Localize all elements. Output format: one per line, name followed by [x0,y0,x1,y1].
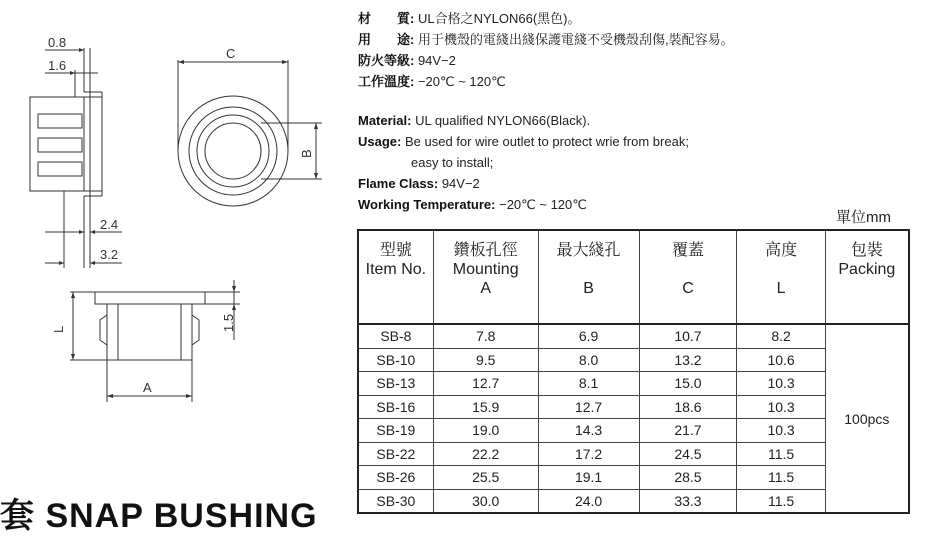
spec-en-usage-2: easy to install; [411,155,494,170]
specifications [358,8,734,215]
header-packing: 包裝 Packing [825,230,909,324]
table-row: SB-13 12.7 8.1 15.0 10.3 [358,372,909,396]
header-mounting: 鑽板孔徑 Mounting A [433,230,538,324]
table-row: SB-16 15.9 12.7 18.6 10.3 [358,395,909,419]
spec-en-flame: Flame Class: 94V−2 [358,176,480,191]
table-row: SB-10 9.5 8.0 13.2 10.6 [358,348,909,372]
unit-label: 單位mm [836,209,891,226]
spec-en-usage: Usage: Be used for wire outlet to protect wrie from break; [358,134,689,149]
packing-cell: 100pcs [825,324,909,513]
spec-en-temp: Working Temperature: −20℃ ~ 120℃ [358,197,587,212]
table-row: SB-26 25.5 19.1 28.5 11.5 [358,466,909,490]
dim-c: C [226,46,236,61]
spec-cn-material: 材 質: UL合格之NYLON66(黑色)。 [358,11,581,26]
page-title: 套 SNAP BUSHING [0,497,318,535]
table-row: SB-19 19.0 14.3 21.7 10.3 [358,419,909,443]
header-item-no: 型號 Item No. [358,230,433,324]
dim-0-8: 0.8 [48,35,67,50]
dim-b: B [299,149,314,158]
header-height: 高度 L [737,230,825,324]
spec-en-material: Material: UL qualified NYLON66(Black). [358,113,591,128]
dim-l: L [51,325,66,333]
table-row: SB-22 22.2 17.2 24.5 11.5 [358,442,909,466]
table-row: SB-8 7.8 6.9 10.7 8.2 100pcs [358,324,909,348]
dim-2-4: 2.4 [100,217,119,232]
spec-cn-flame: 防火等級: 94V−2 [358,53,456,68]
dim-a: A [143,380,152,395]
dim-1-6: 1.6 [48,58,67,73]
dim-1-5: 1.5 [221,313,236,332]
spec-cn-usage: 用 途: 用于機殼的電綫出綫保護電綫不受機殼刮傷,裝配容易。 [358,32,734,47]
technical-drawing [0,0,350,488]
header-cover: 覆蓋 C [639,230,737,324]
dim-3-2: 3.2 [100,247,119,262]
header-max-hole: 最大綫孔 B [538,230,639,324]
spec-table [357,229,910,514]
table-row: SB-30 30.0 24.0 33.3 11.5 [358,489,909,513]
spec-cn-temp: 工作溫度: −20℃ ~ 120℃ [358,74,506,89]
